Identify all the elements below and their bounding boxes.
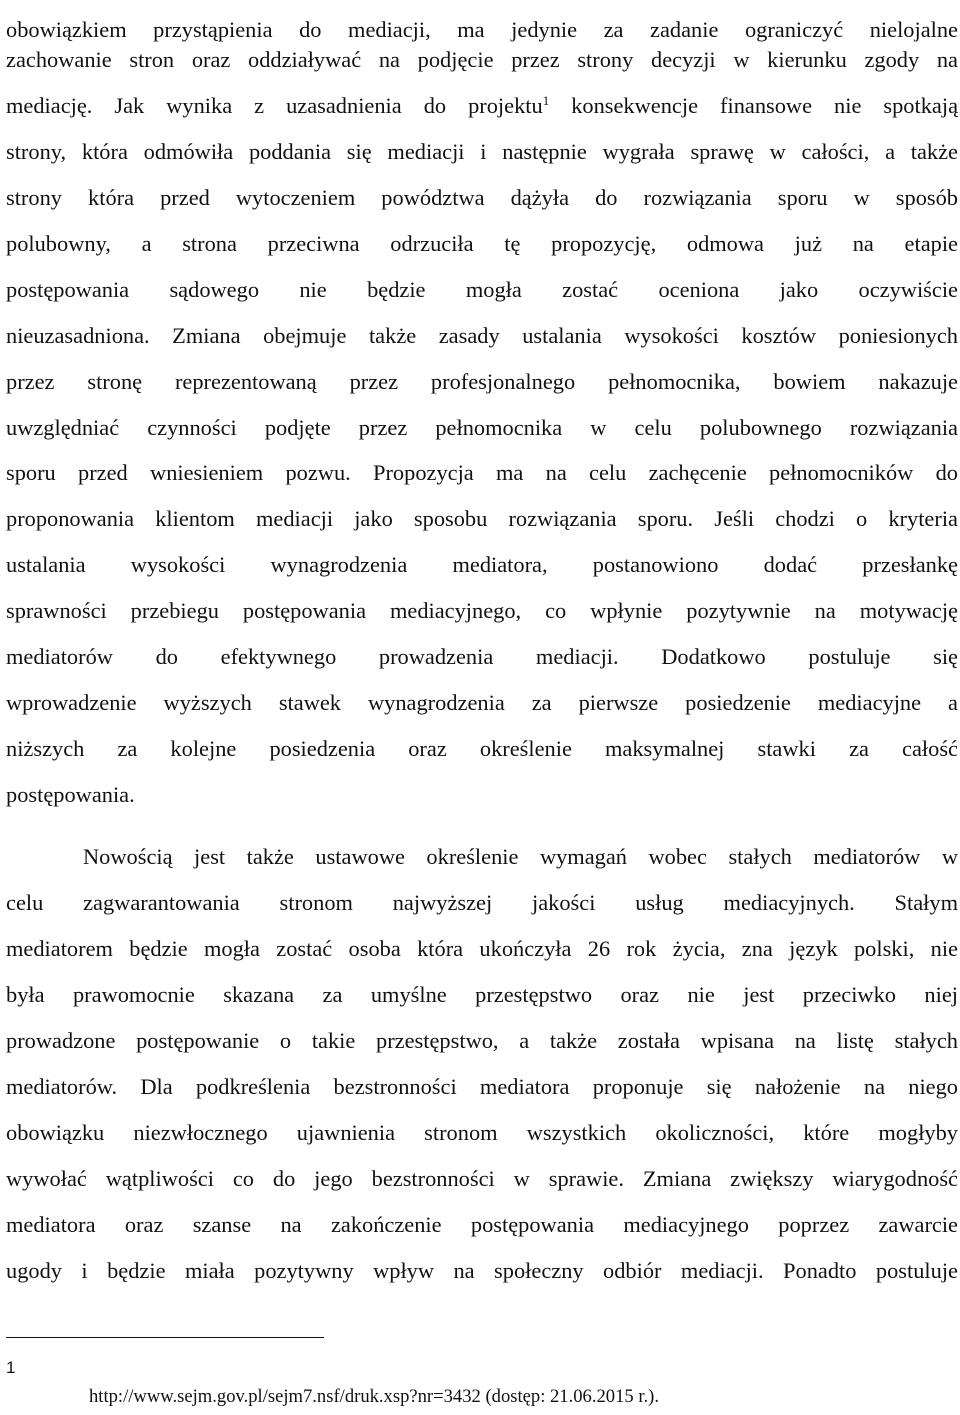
text-line: wywołać wątpliwości co do jego bezstronności w sprawie. Zmiana zwiększy wiarygodność xyxy=(6,1166,958,1191)
text-segment: mediację. Jak wynika z uzasadnienia do projektu xyxy=(6,93,543,118)
text-line: prowadzone postępowanie o takie przestępstwo, a także została wpisana na listę stałych xyxy=(6,1028,958,1053)
text-line: strony która przed wytoczeniem powództwa dążyła do rozwiązania sporu w sposób xyxy=(6,185,958,210)
text-line-with-footnote-ref xyxy=(6,91,958,121)
text-line: proponowania klientom mediacji jako sposobu rozwiązania sporu. Jeśli chodzi o kryteria xyxy=(6,506,958,531)
text-line: strony, która odmówiła poddania się mediacji i następnie wygrała sprawę w całości, a także xyxy=(6,139,958,164)
text-line: była prawomocnie skazana za umyślne przestępstwo oraz nie jest przeciwko niej xyxy=(6,982,958,1007)
text-line: polubowny, a strona przeciwna odrzuciła tę propozycję, odmowa już na etapie xyxy=(6,231,958,256)
text-line: mediatora oraz szanse na zakończenie postępowania mediacyjnego poprzez zawarcie xyxy=(6,1212,958,1237)
text-line: sporu przed wniesieniem pozwu. Propozycja ma na celu zachęcenie pełnomocników do xyxy=(6,460,958,485)
footnote-link-text[interactable]: http://www.sejm.gov.pl/sejm7.nsf/druk.xsp?nr=3432 (dostęp: 21.06.2015 r.). xyxy=(89,1386,659,1407)
text-line: wprowadzenie wyższych stawek wynagrodzenia za pierwsze posiedzenie mediacyjne a xyxy=(6,690,958,715)
text-line: obowiązkiem przystąpienia do mediacji, ma jedynie za zadanie ograniczyć nielojalne xyxy=(6,17,958,42)
text-line: mediatorem będzie mogła zostać osoba która ukończyła 26 rok życia, zna język polski, nie xyxy=(6,936,958,961)
footnote-separator xyxy=(6,1337,324,1338)
text-line: mediatorów do efektywnego prowadzenia mediacji. Dodatkowo postuluje się xyxy=(6,644,958,669)
text-line: nieuzasadniona. Zmiana obejmuje także zasady ustalania wysokości kosztów poniesionych xyxy=(6,323,958,348)
text-line: niższych za kolejne posiedzenia oraz określenie maksymalnej stawki za całość xyxy=(6,736,958,761)
text-line: celu zagwarantowania stronom najwyższej jakości usług mediacyjnych. Stałym xyxy=(6,890,958,915)
footnote-reference: 1 xyxy=(542,93,550,108)
text-line: przez stronę reprezentowaną przez profesjonalnego pełnomocnika, bowiem nakazuje xyxy=(6,369,958,394)
text-line: mediatorów. Dla podkreślenia bezstronności mediatora proponuje się nałożenie na niego xyxy=(6,1074,958,1099)
text-line: ugody i będzie miała pozytywny wpływ na społeczny odbiór mediacji. Ponadto postuluje xyxy=(6,1258,958,1283)
text-line: uwzględniać czynności podjęte przez pełnomocnika w celu polubownego rozwiązania xyxy=(6,415,958,440)
text-line: ustalania wysokości wynagrodzenia mediatora, postanowiono dodać przesłankę xyxy=(6,552,958,577)
footnote-number: 1 xyxy=(6,1358,16,1377)
text-line: postępowania sądowego nie będzie mogła zostać oceniona jako oczywiście xyxy=(6,277,958,302)
text-line: obowiązku niezwłocznego ujawnienia stronom wszystkich okoliczności, które mogłyby xyxy=(6,1120,958,1145)
text-line: sprawności przebiegu postępowania mediacyjnego, co wpłynie pozytywnie na motywację xyxy=(6,598,958,623)
paragraph-first-line: Nowością jest także ustawowe określenie wymagań wobec stałych mediatorów w xyxy=(83,844,958,869)
text-line: zachowanie stron oraz oddziaływać na podjęcie przez strony decyzji w kierunku zgody na xyxy=(6,47,958,72)
text-line: postępowania. xyxy=(6,782,135,807)
text-segment: konsekwencje finansowe nie spotkają xyxy=(549,93,958,118)
